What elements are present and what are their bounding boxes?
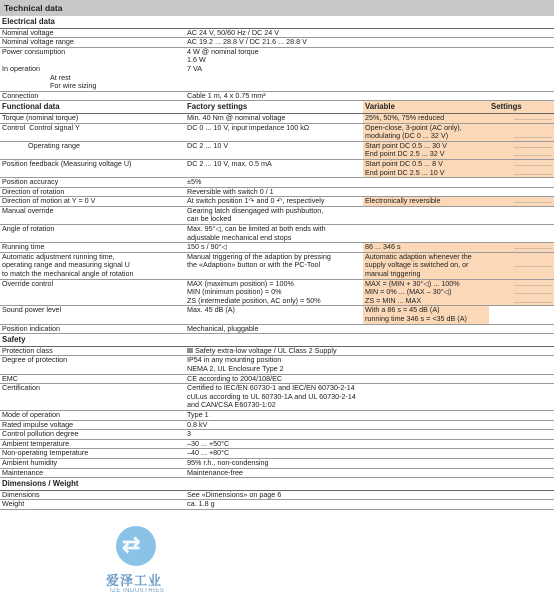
table-row: Control pollution degree 3 xyxy=(0,430,554,440)
table-row: EMC CE according to 2004/108/EC xyxy=(0,374,554,384)
watermark-cn-text: 爱泽工业 xyxy=(106,573,163,588)
table-row: Degree of protection IP54 in any mounting position NEMA 2, UL Enclosure Type 2 xyxy=(0,356,554,374)
table-row: Nominal voltage range AC 19.2 ... 28.8 V / DC 21.6 ... 28.8 V xyxy=(0,38,554,48)
watermark-en-text: IZE INDUSTRIES xyxy=(110,588,165,594)
table-row: Manual override Gearing latch disengaged with pushbutton, can be locked xyxy=(0,206,554,224)
functional-section-header: Functional data Factory settings Variable Settings xyxy=(0,101,554,114)
table-row: Rated impulse voltage 0.8 kV xyxy=(0,420,554,430)
table-row: Control Control signal Y DC 0 ... 10 V, input impedance 100 kΩ Open-close, 3-point (AC only), modulating (DC 0 ... 32 V) ................... xyxy=(2,123,552,141)
table-row: Connection Cable 1 m, 4 x 0.75 mm² xyxy=(0,91,554,101)
table-row: Torque (nominal torque) Min. 40 Nm @ nominal voltage 25%, 50%, 75% reduced ................... xyxy=(2,113,552,122)
table-row: Mode of operation Type 1 xyxy=(0,410,554,420)
table-row: Position indication Mechanical, pluggable xyxy=(0,324,554,334)
table-row: Protection class III Safety extra-low voltage / UL Class 2 Supply xyxy=(0,346,554,356)
technical-data-table xyxy=(0,16,554,510)
table-row: Nominal voltage AC 24 V, 50/60 Hz / DC 24 V xyxy=(0,28,554,38)
table-row: Override control MAX (maximum position) = 100% MIN (minimum position) = 0% ZS (intermediate position, AC only) = 50% MAX = (MIN + 30°◁) ... 100% MIN = 0% ... (MAX – 30°◁) ZS = MIN ... MAX ................... ................... ................... xyxy=(2,279,552,305)
watermark-logo xyxy=(100,526,210,606)
table-row: Non-operating temperature –40 ... +80°C xyxy=(0,449,554,459)
table-row: Angle of rotation Max. 95°◁, can be limited at both ends with adjustable mechanical end stops xyxy=(0,225,554,243)
table-row: Certification Certified to IEC/EN 60730-1 and IEC/EN 60730-2-14 cULus according to UL 60730-1A and UL 60730-2-14 and CAN/CSA E60730-1:02 xyxy=(0,384,554,411)
table-row: Position feedback (Measuring voltage U) DC 2 ... 10 V, max. 0.5 mA Start point DC 0.5 ... 8 V End point DC 2.5 ... 10 V ................... ................... xyxy=(2,159,552,177)
table-row: Power consumption In operation At rest For wire sizing 4 W @ nominal torque 1.6 W 7 VA xyxy=(0,47,554,91)
table-row: Dimensions See «Dimensions» on page 6 xyxy=(0,490,554,500)
table-row: Direction of rotation Reversible with switch 0 / 1 xyxy=(0,187,554,197)
table-row: Position accuracy ±5% xyxy=(0,178,554,188)
table-row: Sound power level Max. 45 dB (A) With a 86 s = 45 dB (A) running time 346 s = <35 dB (A) xyxy=(0,306,554,324)
electrical-section-header: Electrical data xyxy=(0,16,554,28)
dimensions-section-header: Dimensions / Weight xyxy=(0,478,554,491)
table-row: Direction of motion at Y = 0 V At switch position 1↷ and 0 ↶, respectively Electronically reversible ................... xyxy=(2,196,552,206)
table-row: Weight ca. 1.8 g xyxy=(0,500,554,510)
table-row: Ambient humidity 95% r.h., non-condensing xyxy=(0,458,554,468)
page-title: Technical data xyxy=(0,0,554,16)
safety-section-header: Safety xyxy=(0,334,554,347)
table-row: Maintenance Maintenance-free xyxy=(0,468,554,478)
table-row: Ambient temperature –30 ... +50°C xyxy=(0,439,554,449)
table-row: Operating range DC 2 ... 10 V Start point DC 0.5 ... 30 V End point DC 2.5 ... 32 V ................... ................... xyxy=(0,141,554,159)
table-row: Running time 150 s / 90°◁ 86 ... 346 s ................... xyxy=(2,242,552,252)
logo-arrow-icon: ⇄ xyxy=(122,532,141,557)
table-row: Automatic adjustment running time, operating range and measuring signal U to match the mechanical angle of rotation Manual triggering of the adaption by pressing the «Adaption» button or with the PC-Tool Automatic adaption whenever the supply voltage is switched on, or manual triggering ................... xyxy=(2,252,552,279)
